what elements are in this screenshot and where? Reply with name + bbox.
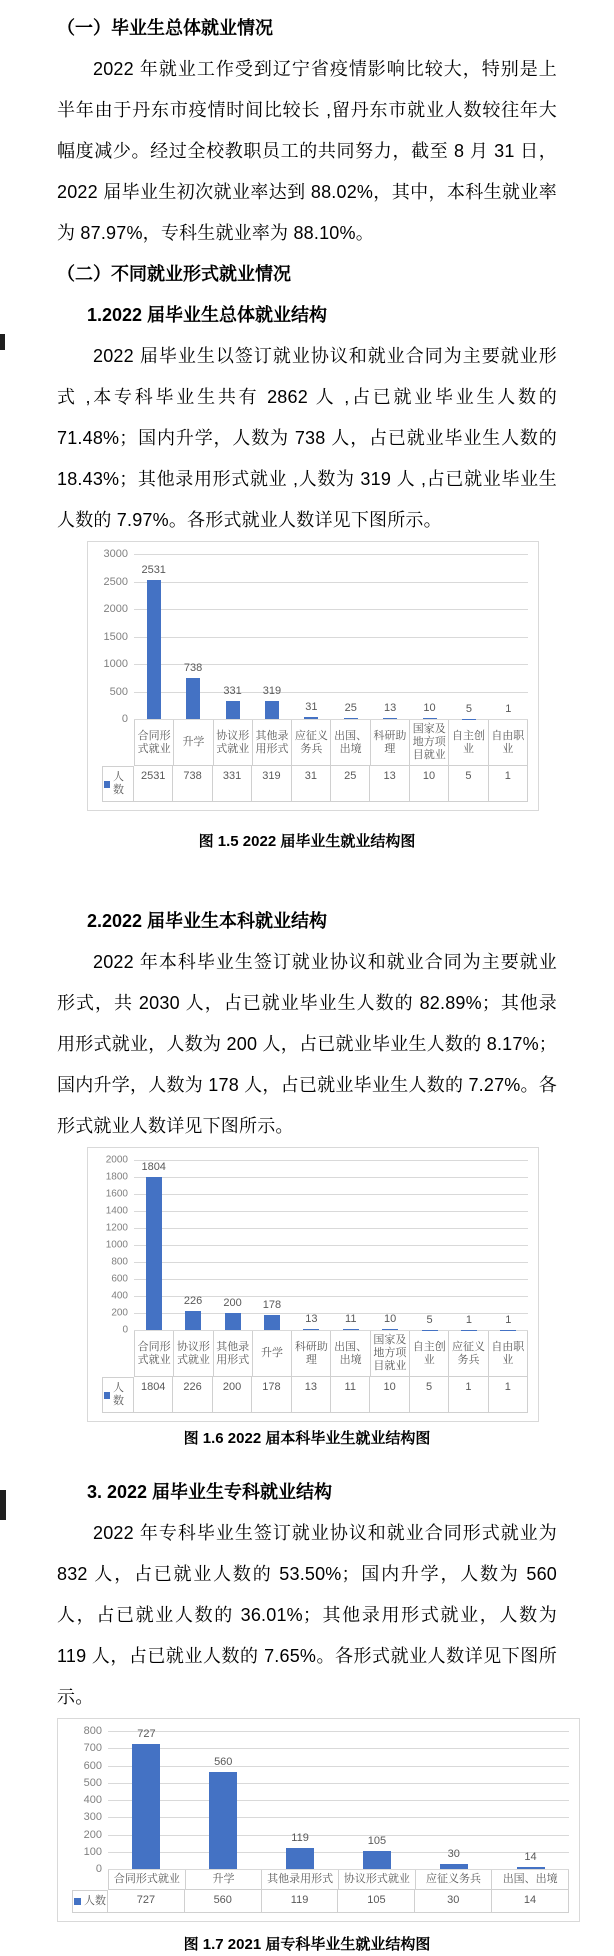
- bar-column: [252, 1160, 291, 1330]
- y-axis-tick-label: 200: [111, 1308, 128, 1319]
- bar-value-label: 1: [449, 1314, 488, 1327]
- bar-国家及地方项目就业: [423, 718, 437, 719]
- series-value-cell: 13: [292, 1377, 331, 1413]
- bar-column: [252, 554, 291, 719]
- category-label: 协议形式就业: [174, 1330, 213, 1377]
- bar-其他录用形式: [225, 1313, 241, 1330]
- y-axis: [96, 554, 134, 719]
- category-label: 应征义务兵: [449, 1330, 488, 1377]
- category-label: 合同形式就业: [108, 1869, 186, 1890]
- bar-columns: [134, 554, 528, 719]
- figure-1-6-caption: 图 1.6 2022 届本科毕业生就业结构图: [57, 1428, 557, 1450]
- series-value-cell: 1804: [134, 1377, 173, 1413]
- y-axis-tick-label: 0: [122, 713, 128, 725]
- series-value-cell: 119: [262, 1890, 339, 1913]
- bar-column: [492, 1731, 569, 1869]
- y-axis-tick-label: 1000: [106, 1240, 128, 1251]
- bar-其他录用形式: [265, 701, 279, 719]
- bar-column: [292, 554, 331, 719]
- figure-1-5-caption: 图 1.5 2022 届毕业生就业结构图: [57, 831, 557, 853]
- gridline: [134, 1330, 528, 1331]
- chart-plot-row: [96, 1160, 528, 1330]
- category-label: 协议形式就业: [214, 719, 253, 766]
- bar-column: [108, 1731, 185, 1869]
- y-axis-tick-label: 800: [111, 1257, 128, 1268]
- bar-column: [185, 1731, 262, 1869]
- plot-area: [108, 1731, 569, 1869]
- series-value-cell: 560: [185, 1890, 262, 1913]
- bar-value-label: 1804: [134, 1161, 173, 1174]
- series-value-cell: 31: [292, 766, 331, 802]
- y-axis-tick-label: 1000: [104, 658, 128, 670]
- section-2-heading: （二）不同就业形式就业情况: [57, 254, 557, 295]
- series-value-row: [102, 1377, 528, 1413]
- bar-value-label: 5: [449, 703, 488, 716]
- bar-value-label: 2531: [134, 564, 173, 577]
- bar-升学: [209, 1772, 237, 1869]
- series-legend: 人数: [72, 1890, 108, 1913]
- y-axis-tick-label: 400: [84, 1794, 102, 1806]
- y-axis-tick-label: 100: [84, 1846, 102, 1858]
- y-axis-tick-label: 500: [84, 1777, 102, 1789]
- plot-area: [134, 1160, 528, 1330]
- category-label: 合同形式就业: [134, 719, 174, 766]
- y-axis: [96, 1160, 134, 1330]
- bar-value-label: 13: [292, 1313, 331, 1326]
- bar-column: [370, 554, 409, 719]
- figure-1-7-caption: 图 1.7 2021 届专科毕业生就业结构图: [57, 1934, 557, 1956]
- subsection-3-paragraph: 2022 年专科毕业生签订就业协议和就业合同形式就业为 832 人，占已就业人数的 53.50%；国内升学，人数为 560 人，占已就业人数的 36.01%；其他录用形式就业，人数为 119 人，占已就业人数的 7.65%。各形式就业人数详见下图所示。: [57, 1513, 557, 1718]
- bar-升学: [186, 678, 200, 719]
- gridline: [134, 719, 528, 720]
- bar-合同形式就业: [147, 580, 161, 719]
- series-value-row: [72, 1890, 569, 1913]
- y-axis-tick-label: 1500: [104, 631, 128, 643]
- category-label: 应征义务兵: [292, 719, 331, 766]
- y-axis-tick-label: 2000: [104, 603, 128, 615]
- bar-value-label: 1: [489, 1314, 528, 1327]
- y-axis: [66, 1731, 108, 1869]
- bar-应征义务兵: [304, 717, 318, 719]
- series-value-cell: 14: [492, 1890, 569, 1913]
- series-value-cell: 11: [331, 1377, 370, 1413]
- y-axis-tick-label: 600: [84, 1760, 102, 1772]
- category-label: 升学: [186, 1869, 263, 1890]
- scan-edge-mark: [0, 1490, 6, 1520]
- scan-edge-mark: [0, 334, 5, 350]
- bar-column: [410, 554, 449, 719]
- plot-area: [134, 554, 528, 719]
- y-axis-tick-label: 400: [111, 1291, 128, 1302]
- series-value-cell: 331: [213, 766, 252, 802]
- series-value-cell: 105: [338, 1890, 415, 1913]
- section-1-heading: （一）毕业生总体就业情况: [57, 8, 557, 49]
- bar-value-label: 319: [252, 685, 291, 698]
- series-value-cell: 25: [331, 766, 370, 802]
- series-legend: 人数: [102, 766, 134, 802]
- bar-出国、出境: [517, 1867, 545, 1869]
- category-label: 升学: [174, 719, 213, 766]
- series-value-cell: 178: [252, 1377, 291, 1413]
- category-label: 自由职业: [489, 719, 528, 766]
- category-label: 其他录用形式: [253, 719, 292, 766]
- series-value-cell: 5: [410, 1377, 449, 1413]
- bar-column: [292, 1160, 331, 1330]
- series-value-cell: 1: [489, 1377, 528, 1413]
- bar-科研助理: [303, 1329, 319, 1330]
- bar-协议形式就业: [185, 1311, 201, 1330]
- bar-协议形式就业: [363, 1851, 391, 1869]
- bar-value-label: 738: [173, 662, 212, 675]
- y-axis-tick-label: 700: [84, 1742, 102, 1754]
- chart-plot-row: [66, 1731, 569, 1869]
- y-axis-tick-label: 1800: [106, 1172, 128, 1183]
- figure-1-7-bar-chart: [57, 1718, 580, 1922]
- y-axis-tick-label: 1400: [106, 1206, 128, 1217]
- bar-value-label: 1: [489, 703, 528, 716]
- bar-升学: [264, 1315, 280, 1330]
- category-label: 出国、出境: [331, 719, 370, 766]
- y-axis-tick-label: 3000: [104, 548, 128, 560]
- category-label: 出国、出境: [492, 1869, 569, 1890]
- bar-value-label: 200: [213, 1297, 252, 1310]
- series-value-cell: 30: [415, 1890, 492, 1913]
- bar-column: [449, 554, 488, 719]
- section-1-paragraph: 2022 年就业工作受到辽宁省疫情影响比较大，特别是上半年由于丹东市疫情时间比较长 ,留丹东市就业人数较往年大幅度减少。经过全校教职员工的共同努力，截至 8 月 31 日，2022 届毕业生初次就业率达到 88.02%，其中，本科生就业率为 87.97%，专科生就业率为 88.10%。: [57, 49, 557, 254]
- bar-value-label: 11: [331, 1313, 370, 1326]
- bar-value-label: 30: [415, 1848, 492, 1861]
- series-value-cell: 1: [489, 766, 528, 802]
- bar-column: [338, 1731, 415, 1869]
- y-axis-tick-label: 500: [110, 686, 128, 698]
- y-axis-tick-label: 600: [111, 1274, 128, 1285]
- category-label: 协议形式就业: [339, 1869, 416, 1890]
- category-header-row: [102, 719, 528, 766]
- category-label: 自主创业: [410, 1330, 449, 1377]
- subsection-2-heading: 2.2022 届毕业生本科就业结构: [87, 901, 557, 942]
- series-value-cell: 226: [173, 1377, 212, 1413]
- bar-column: [331, 1160, 370, 1330]
- subsection-1-heading: 1.2022 届毕业生总体就业结构: [87, 295, 557, 336]
- category-label: 合同形式就业: [134, 1330, 174, 1377]
- subsection-1-paragraph: 2022 届毕业生以签订就业协议和就业合同为主要就业形式 ,本专科毕业生共有 2862 人 ,占已就业毕业生人数的 71.48%；国内升学，人数为 738 人，占已就业毕业生人数的 18.43%；其他录用形式就业 ,人数为 319 人 ,占已就业毕业生人数的 7.97%。各形式就业人数详见下图所示。: [57, 336, 557, 541]
- bar-value-label: 727: [108, 1728, 185, 1741]
- bar-value-label: 10: [370, 1313, 409, 1326]
- gridline: [108, 1869, 569, 1870]
- series-value-cell: 1: [449, 1377, 488, 1413]
- series-value-cell: 319: [252, 766, 291, 802]
- bar-value-label: 178: [252, 1299, 291, 1312]
- bar-columns: [108, 1731, 569, 1869]
- y-axis-tick-label: 0: [96, 1863, 102, 1875]
- series-value-cell: 727: [108, 1890, 185, 1913]
- bar-column: [489, 554, 528, 719]
- bar-value-label: 31: [292, 701, 331, 714]
- category-label: 国家及地方项目就业: [371, 1330, 410, 1377]
- series-value-cell: 13: [370, 766, 409, 802]
- subsection-2-paragraph: 2022 年本科毕业生签订就业协议和就业合同为主要就业形式，共 2030 人，占已就业毕业生人数的 82.89%；其他录用形式就业，人数为 200 人，占已就业毕业生人数的 8.17%；国内升学，人数为 178 人，占已就业毕业生人数的 7.27%。各形式就业人数详见下图所示。: [57, 942, 557, 1147]
- legend-swatch-icon: [104, 1392, 110, 1399]
- bar-应征义务兵: [440, 1864, 468, 1869]
- bar-column: [173, 554, 212, 719]
- bar-column: [449, 1160, 488, 1330]
- chart-plot-row: [96, 554, 528, 719]
- series-value-cell: 738: [173, 766, 212, 802]
- bar-column: [173, 1160, 212, 1330]
- series-value-row: [102, 766, 528, 802]
- bar-value-label: 25: [331, 702, 370, 715]
- bar-value-label: 5: [410, 1314, 449, 1327]
- bar-科研助理: [383, 718, 397, 719]
- legend-swatch-icon: [104, 781, 110, 788]
- bar-value-label: 560: [185, 1756, 262, 1769]
- figure-1-6-bar-chart: [87, 1147, 539, 1422]
- figure-1-5-bar-chart: [87, 541, 539, 811]
- series-value-cell: 200: [213, 1377, 252, 1413]
- bar-column: [370, 1160, 409, 1330]
- y-axis-tick-label: 300: [84, 1811, 102, 1823]
- category-label: 科研助理: [292, 1330, 331, 1377]
- y-axis-tick-label: 200: [84, 1829, 102, 1841]
- bar-value-label: 105: [338, 1835, 415, 1848]
- bar-value-label: 226: [173, 1295, 212, 1308]
- y-axis-tick-label: 1200: [106, 1223, 128, 1234]
- bar-国家及地方项目就业: [382, 1329, 398, 1330]
- bar-value-label: 10: [410, 702, 449, 715]
- bar-column: [331, 554, 370, 719]
- legend-placeholder: [72, 1869, 108, 1890]
- series-value-cell: 10: [410, 766, 449, 802]
- bar-column: [262, 1731, 339, 1869]
- legend-swatch-icon: [74, 1898, 81, 1905]
- series-value-cell: 2531: [134, 766, 173, 802]
- bar-协议形式就业: [226, 701, 240, 719]
- category-label: 科研助理: [371, 719, 410, 766]
- subsection-3-heading: 3. 2022 届毕业生专科就业结构: [87, 1472, 557, 1513]
- category-label: 出国、出境: [331, 1330, 370, 1377]
- legend-placeholder: [102, 1330, 134, 1377]
- category-label: 其他录用形式: [214, 1330, 253, 1377]
- bar-value-label: 331: [213, 685, 252, 698]
- bar-value-label: 13: [370, 702, 409, 715]
- bar-columns: [134, 1160, 528, 1330]
- bar-column: [489, 1160, 528, 1330]
- category-label: 自主创业: [449, 719, 488, 766]
- category-label: 其他录用形式: [262, 1869, 339, 1890]
- y-axis-tick-label: 800: [84, 1725, 102, 1737]
- category-header-row: [102, 1330, 528, 1377]
- bar-合同形式就业: [146, 1177, 162, 1330]
- y-axis-tick-label: 0: [122, 1325, 128, 1336]
- series-value-cell: 10: [370, 1377, 409, 1413]
- bar-column: [134, 1160, 173, 1330]
- bar-出国、出境: [343, 1329, 359, 1330]
- bar-出国、出境: [344, 718, 358, 719]
- bar-column: [213, 1160, 252, 1330]
- y-axis-tick-label: 2000: [106, 1155, 128, 1166]
- legend-placeholder: [102, 719, 134, 766]
- bar-column: [134, 554, 173, 719]
- bar-column: [213, 554, 252, 719]
- y-axis-tick-label: 2500: [104, 576, 128, 588]
- category-header-row: [72, 1869, 569, 1890]
- series-value-cell: 5: [449, 766, 488, 802]
- category-label: 自由职业: [489, 1330, 528, 1377]
- y-axis-tick-label: 1600: [106, 1189, 128, 1200]
- category-label: 国家及地方项目就业: [410, 719, 449, 766]
- bar-column: [410, 1160, 449, 1330]
- bar-column: [415, 1731, 492, 1869]
- series-legend: 人数: [102, 1377, 134, 1413]
- bar-value-label: 119: [262, 1832, 339, 1845]
- bar-合同形式就业: [132, 1744, 160, 1869]
- category-label: 升学: [253, 1330, 292, 1377]
- bar-其他录用形式: [286, 1848, 314, 1869]
- category-label: 应征义务兵: [416, 1869, 493, 1890]
- bar-value-label: 14: [492, 1851, 569, 1864]
